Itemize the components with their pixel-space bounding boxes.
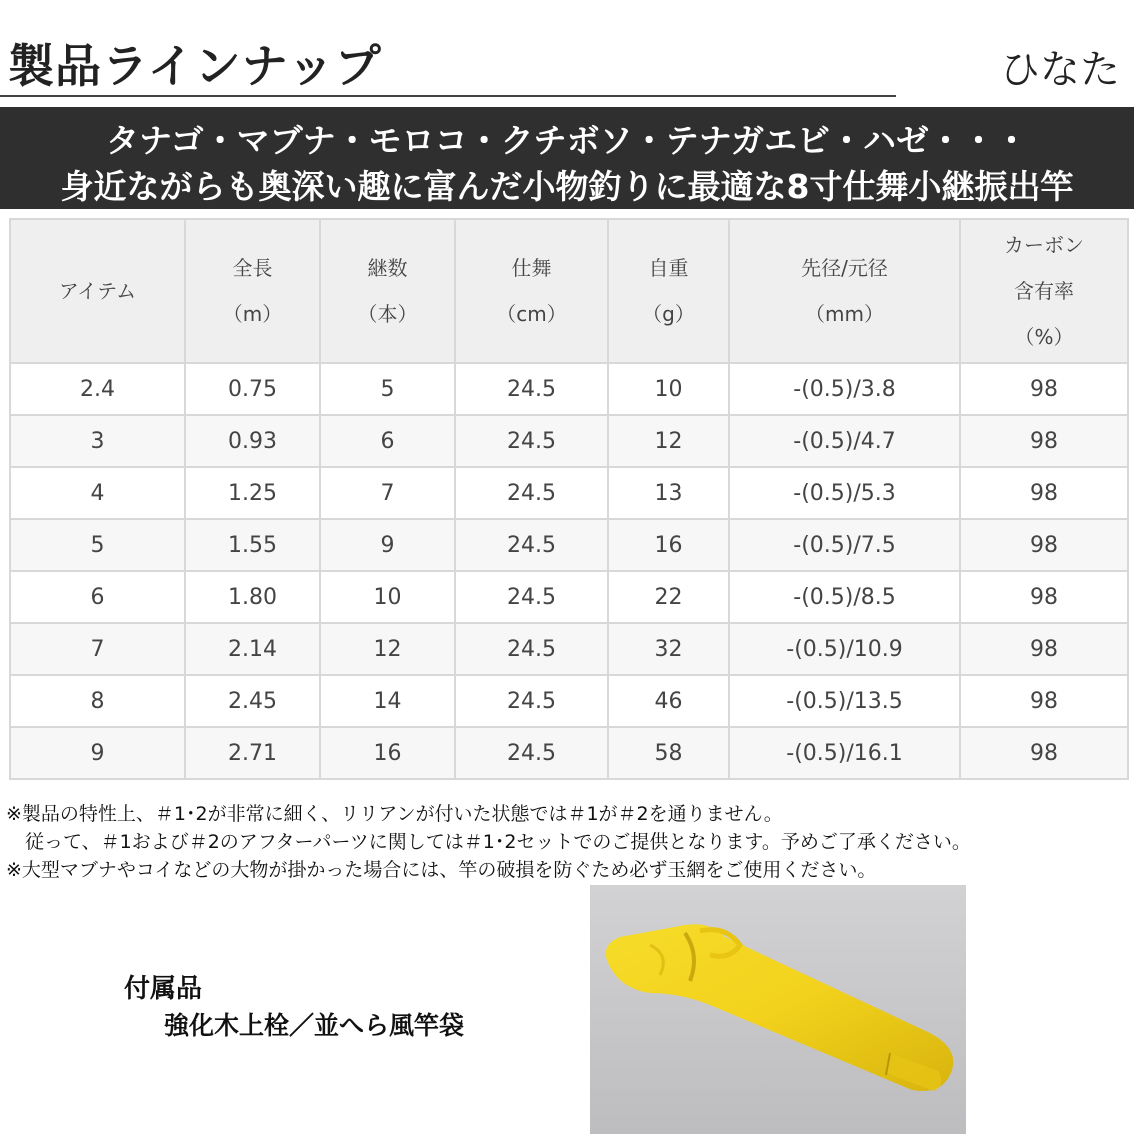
table-cell: 6 bbox=[320, 415, 455, 467]
table-row bbox=[10, 415, 1128, 467]
table-cell: 10 bbox=[320, 571, 455, 623]
note-line: 従って、＃1および＃2のアフターパーツに関しては＃1･2セットでのご提供となります。予めご了承ください。 bbox=[6, 831, 971, 853]
header-length: 全長 （m） bbox=[185, 219, 320, 363]
table-cell: -(0.5)/10.9 bbox=[729, 623, 960, 675]
table-row bbox=[10, 727, 1128, 779]
table-cell: 24.5 bbox=[455, 519, 608, 571]
table-cell: -(0.5)/16.1 bbox=[729, 727, 960, 779]
table-row bbox=[10, 675, 1128, 727]
catch-banner bbox=[0, 107, 1134, 209]
table-cell: 32 bbox=[608, 623, 729, 675]
accessory-label: 付属品 bbox=[124, 974, 203, 1004]
header-closed-length: 仕舞 （cm） bbox=[455, 219, 608, 363]
table-cell: 1.25 bbox=[185, 467, 320, 519]
table-cell: -(0.5)/4.7 bbox=[729, 415, 960, 467]
table-cell: 5 bbox=[10, 519, 185, 571]
table-row bbox=[10, 363, 1128, 415]
table-cell: 10 bbox=[608, 363, 729, 415]
rod-bag-photo bbox=[590, 885, 966, 1134]
table-cell: 24.5 bbox=[455, 415, 608, 467]
table-cell: 5 bbox=[320, 363, 455, 415]
table-cell: 1.55 bbox=[185, 519, 320, 571]
table-cell: 24.5 bbox=[455, 363, 608, 415]
table-cell: 98 bbox=[960, 415, 1128, 467]
table-cell: 58 bbox=[608, 727, 729, 779]
table-cell: 22 bbox=[608, 571, 729, 623]
table-cell: 24.5 bbox=[455, 675, 608, 727]
table-cell: 2.45 bbox=[185, 675, 320, 727]
table-cell: 7 bbox=[10, 623, 185, 675]
table-cell: 0.75 bbox=[185, 363, 320, 415]
table-header-row bbox=[10, 219, 1128, 363]
table-cell: 9 bbox=[10, 727, 185, 779]
table-cell: 16 bbox=[608, 519, 729, 571]
table-cell: -(0.5)/3.8 bbox=[729, 363, 960, 415]
table-cell: -(0.5)/8.5 bbox=[729, 571, 960, 623]
table-cell: 98 bbox=[960, 727, 1128, 779]
table-cell: 0.93 bbox=[185, 415, 320, 467]
accessory-items: 強化木上栓／並へら風竿袋 bbox=[164, 1011, 465, 1040]
table-cell: 13 bbox=[608, 467, 729, 519]
table-cell: 6 bbox=[10, 571, 185, 623]
banner-line-2: 身近ながらも奥深い趣に富んだ小物釣りに最適な8寸仕舞小継振出竿 bbox=[60, 167, 1074, 206]
table-cell: 24.5 bbox=[455, 571, 608, 623]
header-sections: 継数 （本） bbox=[320, 219, 455, 363]
table-cell: 98 bbox=[960, 363, 1128, 415]
table-cell: -(0.5)/5.3 bbox=[729, 467, 960, 519]
table-row bbox=[10, 571, 1128, 623]
table-cell: 24.5 bbox=[455, 727, 608, 779]
table-cell: 46 bbox=[608, 675, 729, 727]
table-cell: 16 bbox=[320, 727, 455, 779]
note-line: ※製品の特性上、＃1･2が非常に細く、リリアンが付いた状態では＃1が＃2を通りません。 bbox=[6, 803, 783, 825]
table-cell: 2.4 bbox=[10, 363, 185, 415]
header-item: アイテム bbox=[10, 219, 185, 363]
header-weight: 自重 （g） bbox=[608, 219, 729, 363]
table-cell: 24.5 bbox=[455, 467, 608, 519]
table-cell: 98 bbox=[960, 467, 1128, 519]
table-cell: 98 bbox=[960, 571, 1128, 623]
table-cell: 9 bbox=[320, 519, 455, 571]
header-diameter: 先径/元径 （mm） bbox=[729, 219, 960, 363]
table-row bbox=[10, 467, 1128, 519]
table-row bbox=[10, 519, 1128, 571]
table-row bbox=[10, 623, 1128, 675]
page-title: 製品ラインナップ bbox=[8, 39, 382, 93]
table-cell: 14 bbox=[320, 675, 455, 727]
table-cell: 24.5 bbox=[455, 623, 608, 675]
spec-table bbox=[9, 218, 1129, 780]
table-cell: 98 bbox=[960, 623, 1128, 675]
table-cell: 4 bbox=[10, 467, 185, 519]
table-cell: 8 bbox=[10, 675, 185, 727]
table-cell: 12 bbox=[320, 623, 455, 675]
banner-line-1: タナゴ・マブナ・モロコ・クチボソ・テナガエビ・ハゼ・・・ bbox=[105, 121, 1029, 160]
table-cell: 98 bbox=[960, 675, 1128, 727]
table-cell: 2.14 bbox=[185, 623, 320, 675]
note-line: ※大型マブナやコイなどの大物が掛かった場合には、竿の破損を防ぐため必ず玉網をご使用ください。 bbox=[6, 859, 877, 881]
brand-name: ひなた bbox=[1000, 47, 1120, 93]
table-cell: -(0.5)/13.5 bbox=[729, 675, 960, 727]
notes bbox=[6, 800, 971, 884]
table-cell: 1.80 bbox=[185, 571, 320, 623]
table-cell: 98 bbox=[960, 519, 1128, 571]
table-cell: -(0.5)/7.5 bbox=[729, 519, 960, 571]
table-cell: 12 bbox=[608, 415, 729, 467]
table-cell: 3 bbox=[10, 415, 185, 467]
header-carbon: カーボン 含有率 （%） bbox=[960, 219, 1128, 363]
table-cell: 7 bbox=[320, 467, 455, 519]
table-cell: 2.71 bbox=[185, 727, 320, 779]
title-underline bbox=[0, 95, 896, 97]
